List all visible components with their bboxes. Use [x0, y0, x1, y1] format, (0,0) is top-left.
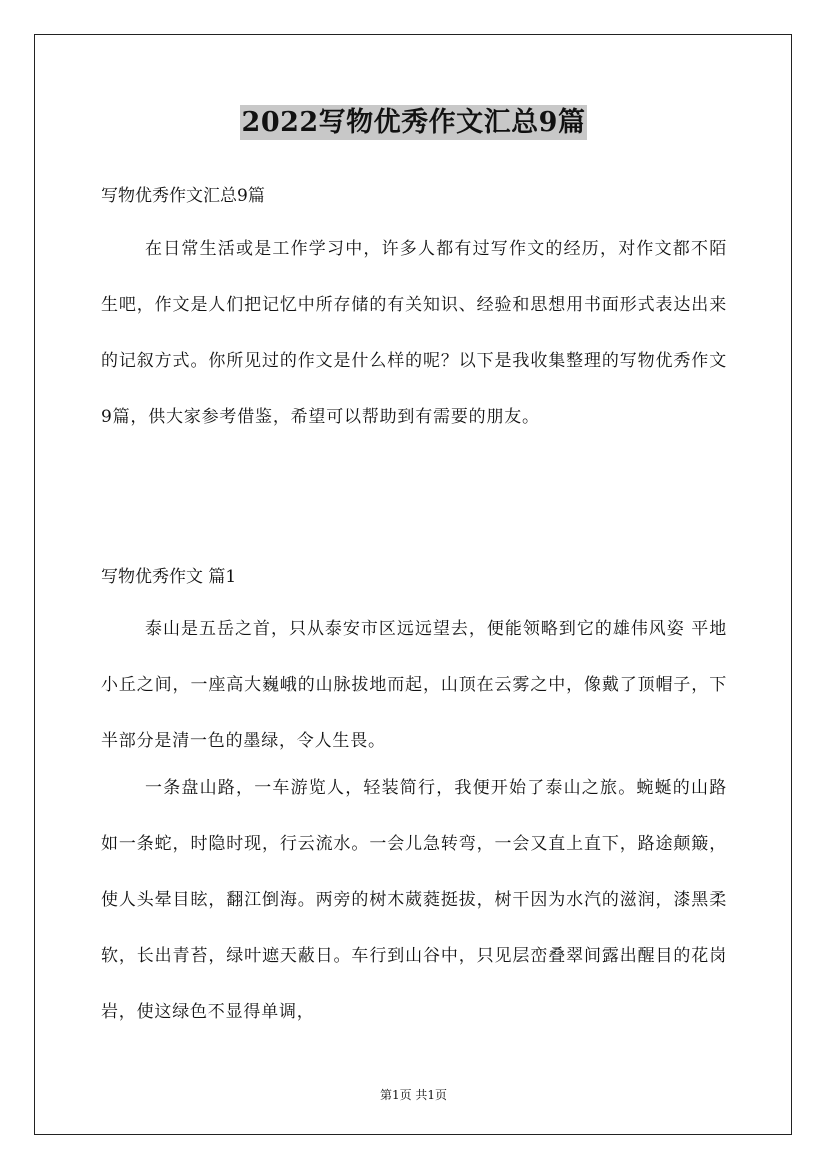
- intro-paragraph: 在日常生活或是工作学习中，许多人都有过写作文的经历，对作文都不陌生吧，作文是人们把记忆中所存储的有关知识、经验和思想用书面形式表达出来的记叙方式。你所见过的作文是什么样的呢？以下是我收集整理的写物优秀作文9篇，供大家参考借鉴，希望可以帮助到有需要的朋友。: [101, 239, 727, 427]
- document-subtitle: 写物优秀作文汇总9篇: [101, 186, 265, 206]
- body-paragraph-2: 一条盘山路，一车游览人，轻装简行，我便开始了泰山之旅。蜿蜒的山路如一条蛇，时隐时现，行云流水。一会儿急转弯，一会又直上直下，路途颠簸，使人头晕目眩，翻江倒海。两旁的树木葳蕤挺拔，树干因为水汽的滋润，漆黑柔软，长出青苔，绿叶遮天蔽日。车行到山谷中，只见层峦叠翠间露出醒目的花岗岩，使这绿色不显得单调，: [101, 778, 727, 1022]
- section-heading: 写物优秀作文 篇1: [101, 567, 237, 587]
- page-footer: 第1页 共1页: [379, 1088, 448, 1102]
- document-title-wrap: [0, 100, 827, 139]
- body-paragraph-1: 泰山是五岳之首，只从泰安市区远远望去，便能领略到它的雄伟风姿 平地小丘之间，一座高大巍峨的山脉拔地而起，山顶在云雾之中，像戴了顶帽子，下半部分是清一色的墨绿，令人生畏。: [101, 619, 727, 751]
- document-title: 2022写物优秀作文汇总9篇: [241, 107, 586, 138]
